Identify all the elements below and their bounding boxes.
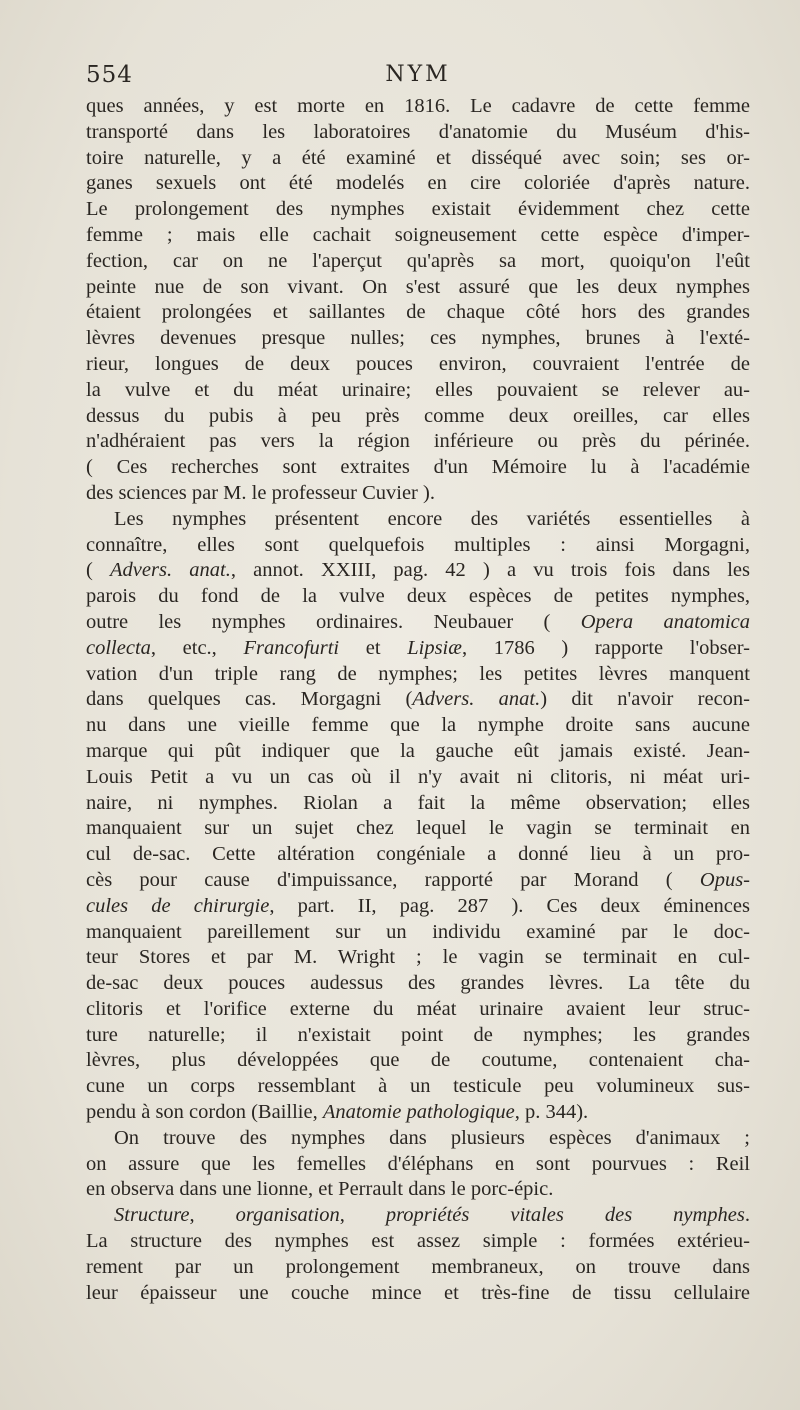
text-line: On trouve des nymphes dans plusieurs espèces d'animaux ;: [114, 1126, 750, 1149]
text-line: la vulve et du méat urinaire; elles pouvaient se relever au-: [86, 378, 750, 401]
text-line: cès pour cause d'impuissance, rapporté par Morand ( Opus-: [86, 868, 750, 891]
text-line: cul de-sac. Cette altération congéniale a donné lieu à un pro-: [86, 843, 750, 866]
text-line: rieur, longues de deux pouces environ, couvraient l'entrée de: [86, 352, 750, 375]
text-line: leur épaisseur une couche mince et très-fine de tissu cellulaire: [86, 1281, 750, 1304]
running-head: NYM: [385, 62, 451, 87]
text-line: peinte nue de son vivant. On s'est assuré que les deux nymphes: [86, 275, 750, 298]
text-line: en observa dans une lionne, et Perrault dans le porc-épic.: [86, 1178, 554, 1201]
text-line: nu dans une vieille femme que la nymphe droite sans aucune: [86, 714, 750, 737]
text-line: lèvres devenues presque nulles; ces nymphes, brunes à l'exté-: [86, 327, 750, 350]
text-line: des sciences par M. le professeur Cuvier ).: [86, 481, 435, 504]
text-line: ques années, y est morte en 1816. Le cadavre de cette femme: [86, 95, 750, 117]
text-line: dans quelques cas. Morgagni (Advers. anat.) dit n'avoir recon-: [86, 688, 750, 711]
text-line: lèvres, plus développées que de coutume, contenaient cha-: [86, 1049, 750, 1072]
italic-span: cules de chirurgie: [86, 894, 270, 917]
text-line: Louis Petit a vu un cas où il n'y avait ni clitoris, ni méat uri-: [86, 765, 750, 788]
text-line: Le prolongement des nymphes existait évidemment chez cette: [86, 198, 750, 221]
italic-span: Advers. anat.: [110, 559, 231, 582]
text-line: vation d'un triple rang de nymphes; les petites lèvres manquent: [86, 662, 750, 685]
text-line: outre les nymphes ordinaires. Neubauer ( Opera anatomica: [86, 610, 750, 633]
text-line: clitoris et l'orifice externe du méat urinaire avaient leur struc-: [86, 997, 750, 1020]
text-line: cune un corps ressemblant à un testicule peu volumineux sus-: [86, 1075, 750, 1098]
text-line: naire, ni nymphes. Riolan a fait la même observation; elles: [86, 791, 750, 814]
text-line: fection, car on ne l'aperçut qu'après sa mort, quoiqu'on l'eût: [86, 249, 750, 272]
text-line: ( Advers. anat., annot. XXIII, pag. 42 ) a vu trois fois dans les: [86, 559, 751, 582]
text-line: manquaient sur un sujet chez lequel le vagin se terminait en: [86, 817, 750, 840]
text-line: étaient prolongées et saillantes de chaque côté hors des grandes: [86, 301, 750, 324]
page-header: [86, 62, 750, 92]
text-line: manquaient pareillement sur un individu examiné par le doc-: [86, 920, 750, 943]
text-line: Structure, organisation, propriétés vitales des nymphes.: [114, 1204, 751, 1227]
italic-span: Lipsiæ: [407, 636, 462, 659]
text-line: dessus du pubis à peu près comme deux oreilles, car elles: [86, 404, 750, 427]
italic-span: Structure: [114, 1204, 190, 1227]
text-line: ( Ces recherches sont extraites d'un Mémoire lu à l'académie: [86, 456, 750, 479]
text-line: femme ; mais elle cachait soigneusement cette espèce d'imper-: [86, 223, 750, 246]
text-line: La structure des nymphes est assez simple : formées extérieu-: [86, 1230, 750, 1253]
italic-span: Opera anatomica: [580, 610, 750, 633]
text-line: parois du fond de la vulve deux espèces de petites nymphes,: [86, 585, 750, 608]
italic-span: organisation: [235, 1204, 340, 1227]
body-text: [86, 94, 750, 1306]
text-line: ganes sexuels ont été modelés en cire coloriée d'après nature.: [86, 172, 750, 195]
italic-span: collecta: [86, 636, 151, 659]
text-line: n'adhéraient pas vers la région inférieure ou près du périnée.: [86, 430, 750, 453]
text-line: rement par un prolongement membraneux, on trouve dans: [86, 1255, 750, 1278]
text-line: Les nymphes présentent encore des variétés essentielles à: [114, 507, 750, 530]
text-line: collecta, etc., Francofurti et Lipsiæ, 1786 ) rapporte l'obser-: [86, 636, 750, 659]
text-line: connaître, elles sont quelquefois multiples : ainsi Morgagni,: [86, 533, 750, 556]
text-line: ture naturelle; il n'existait point de nymphes; les grandes: [86, 1023, 750, 1046]
text-line: marque qui pût indiquer que la gauche eût jamais existé. Jean-: [86, 739, 750, 762]
italic-span: Advers. anat.: [412, 688, 541, 711]
page-number: 554: [86, 62, 133, 88]
italic-span: Opus-: [699, 868, 750, 891]
text-line: on assure que les femelles d'éléphans en sont pourvues : Reil: [86, 1152, 750, 1175]
text-line: toire naturelle, y a été examiné et disséqué avec soin; ses or-: [86, 146, 750, 169]
text-line: de-sac deux pouces audessus des grandes lèvres. La tête du: [86, 972, 750, 995]
text-line: transporté dans les laboratoires d'anatomie du Muséum d'his-: [86, 120, 750, 143]
text-line: teur Stores et par M. Wright ; le vagin se terminait en cul-: [86, 946, 750, 969]
text-line: cules de chirurgie, part. II, pag. 287 ). Ces deux éminences: [86, 894, 750, 917]
italic-span: Anatomie pathologique: [322, 1101, 515, 1124]
italic-span: propriétés vitales des nymphes: [385, 1204, 745, 1227]
italic-span: Francofurti: [243, 636, 340, 659]
text-line: pendu à son cordon (Baillie, Anatomie pathologique, p. 344).: [86, 1101, 589, 1124]
